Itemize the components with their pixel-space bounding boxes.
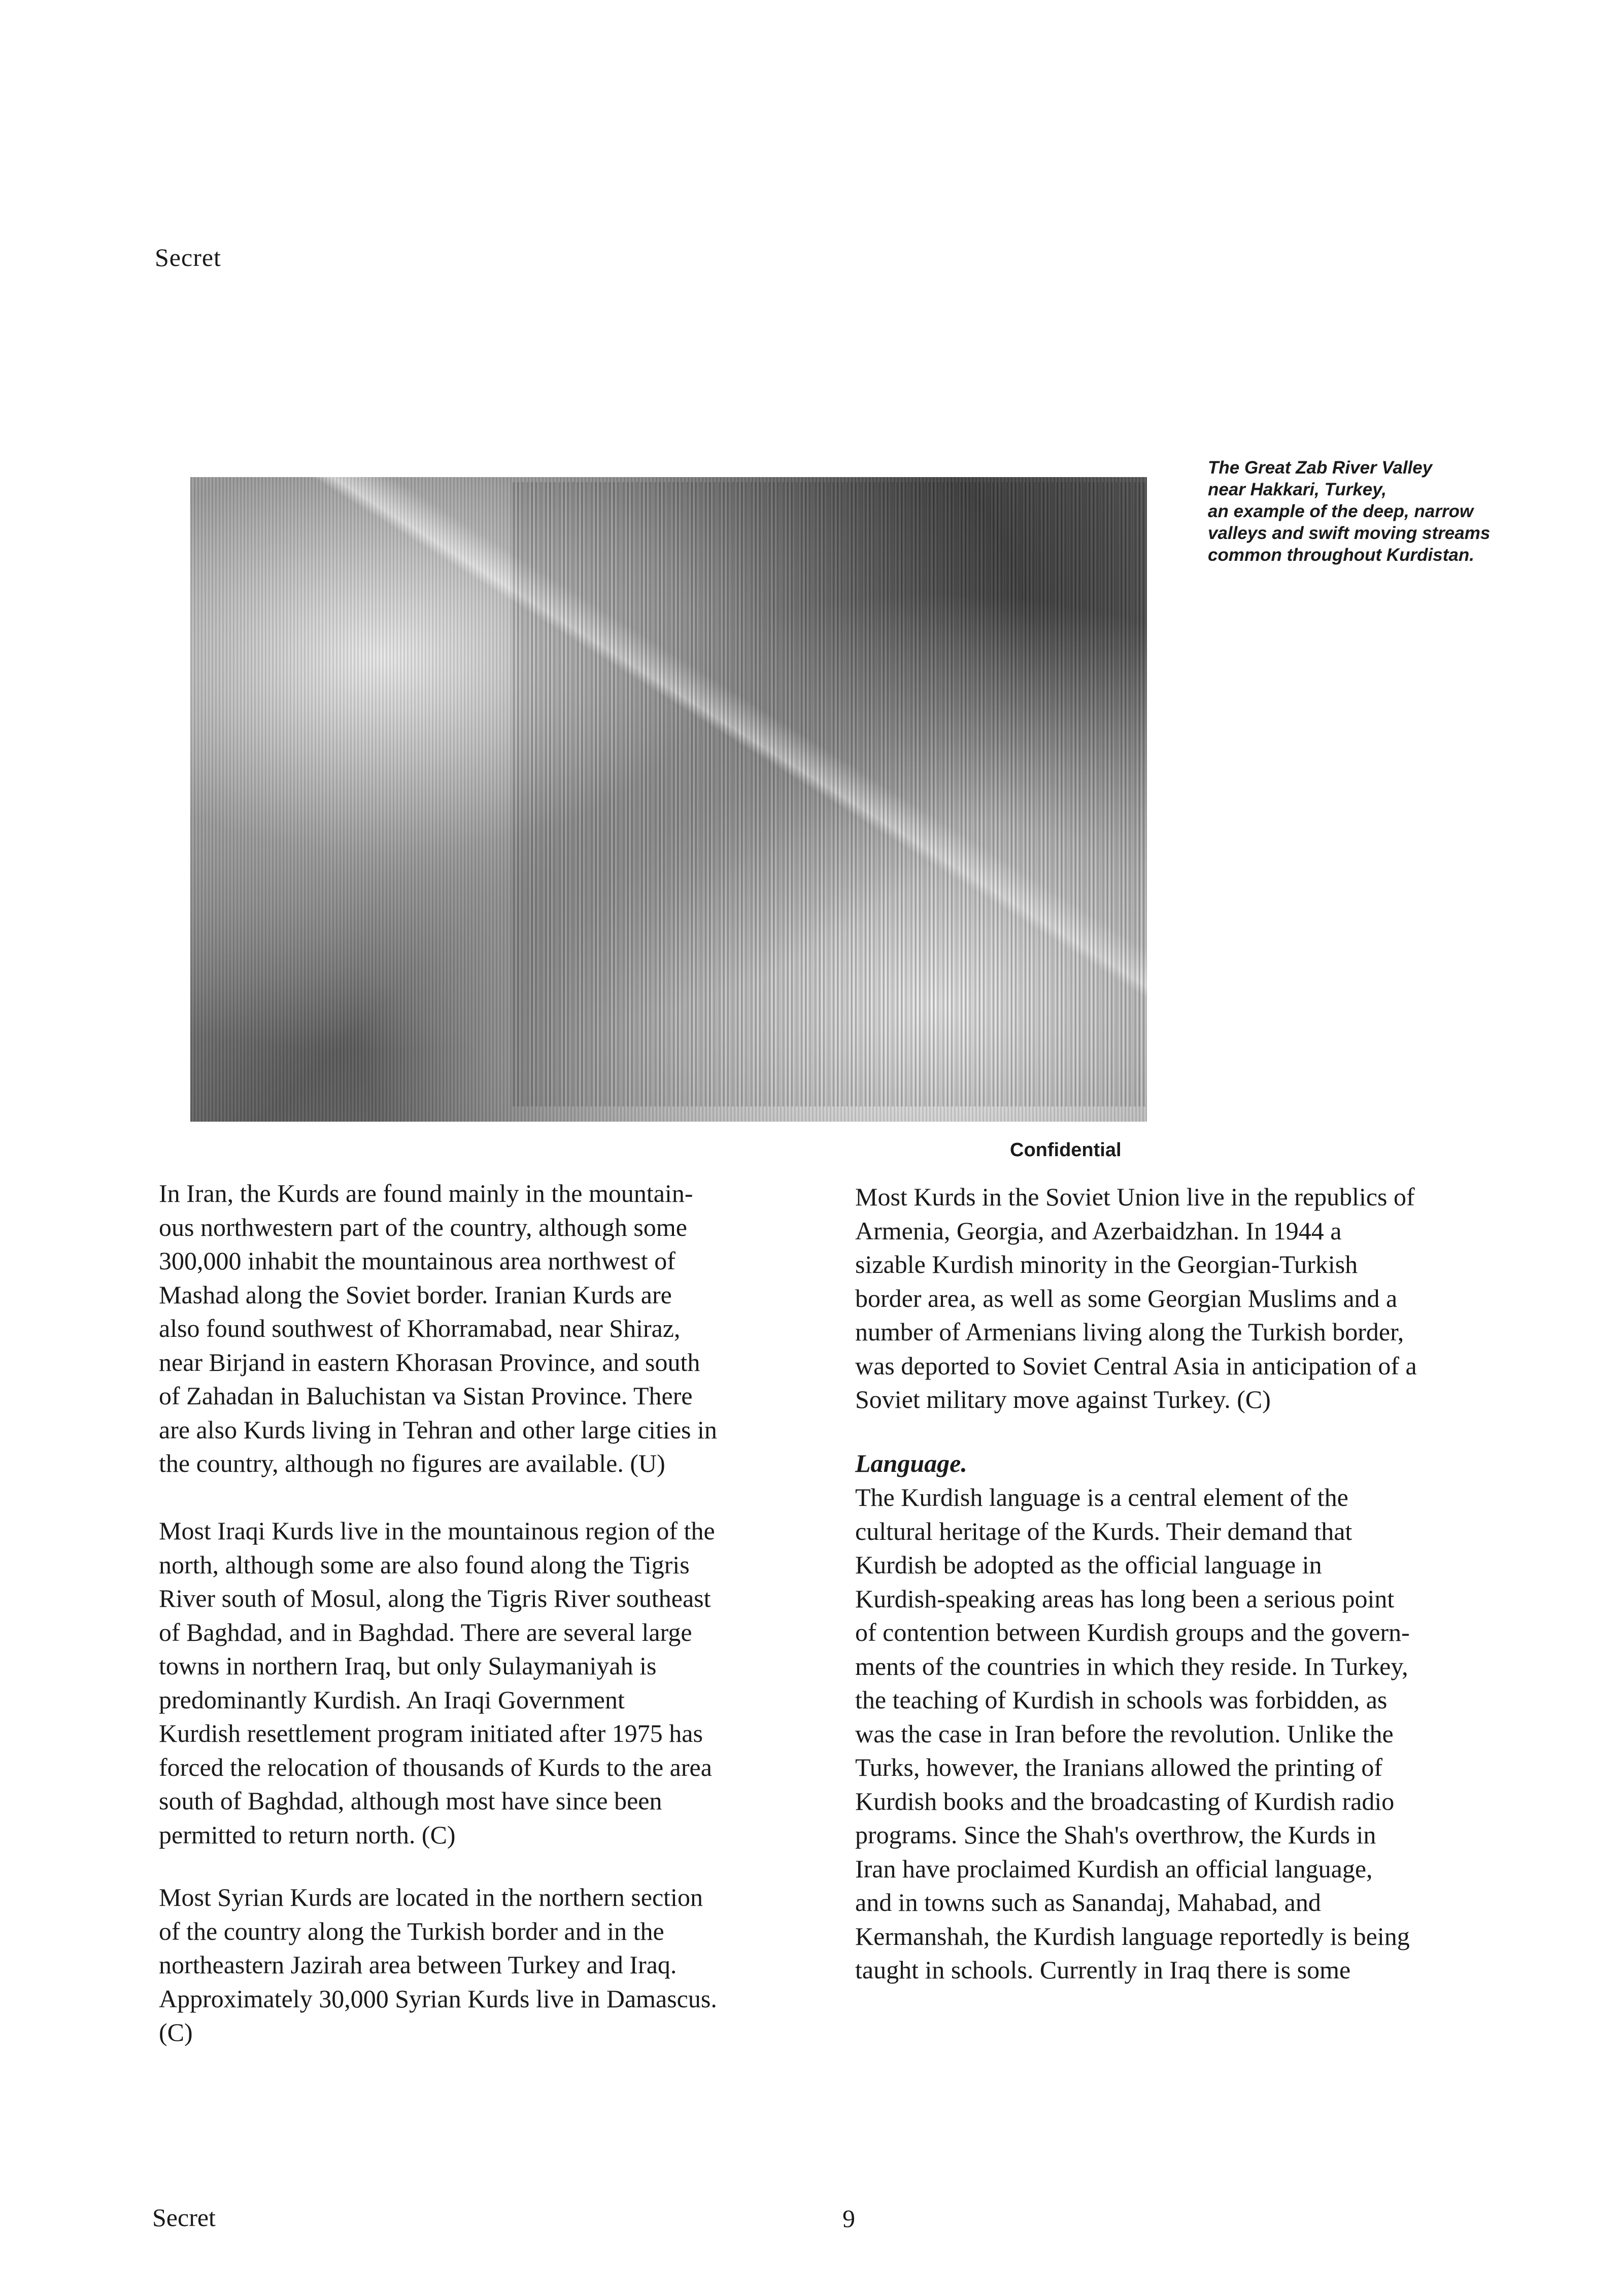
text-line: ous northwestern part of the country, although some xyxy=(159,1213,687,1241)
text-line: forced the relocation of thousands of Kurds to the area xyxy=(159,1753,712,1781)
text-line: northeastern Jazirah area between Turkey and Iraq. xyxy=(159,1950,677,1979)
text-line: of Zahadan in Baluchistan va Sistan Province. There xyxy=(159,1382,693,1410)
text-line: Most Iraqi Kurds live in the mountainous region of the xyxy=(159,1517,715,1545)
left-column-paragraph-iran xyxy=(159,1176,834,1480)
text-line: south of Baghdad, although most have since been xyxy=(159,1787,662,1815)
text-line: Soviet military move against Turkey. (C) xyxy=(855,1385,1271,1413)
text-line: Mashad along the Soviet border. Iranian Kurds are xyxy=(159,1280,672,1309)
text-line: (C) xyxy=(159,2018,193,2046)
left-column-paragraph-syria xyxy=(159,1880,834,2049)
text-line: permitted to return north. (C) xyxy=(159,1820,456,1849)
text-line: Kurdish books and the broadcasting of Kurdish radio xyxy=(855,1787,1395,1815)
text-line: Approximately 30,000 Syrian Kurds live in Damascus. xyxy=(159,1984,717,2013)
caption-line: common throughout Kurdistan. xyxy=(1208,545,1474,565)
text-line: towns in northern Iraq, but only Sulaymaniyah is xyxy=(159,1652,657,1680)
caption-line: valleys and swift moving streams xyxy=(1208,523,1491,543)
header-classification: Secret xyxy=(155,243,221,272)
text-line: near Birjand in eastern Khorasan Province, and south xyxy=(159,1348,700,1376)
caption-line: The Great Zab River Valley xyxy=(1208,458,1433,478)
page-number: 9 xyxy=(842,2204,855,2233)
right-column-paragraph-soviet xyxy=(855,1180,1545,1417)
text-line: of contention between Kurdish groups and the govern- xyxy=(855,1618,1410,1646)
text-line: of the country along the Turkish border and in the xyxy=(159,1916,664,1945)
text-line: Kurdish be adopted as the official language in xyxy=(855,1551,1322,1579)
river-valley-photo-shading xyxy=(513,482,1147,1106)
text-line: the country, although no figures are available. (U) xyxy=(159,1449,665,1477)
text-line: Most Syrian Kurds are located in the northern section xyxy=(159,1883,703,1911)
text-line: number of Armenians living along the Turkish border, xyxy=(855,1318,1404,1346)
text-line: 300,000 inhabit the mountainous area northwest of xyxy=(159,1247,675,1275)
text-line: Most Kurds in the Soviet Union live in the republics of xyxy=(855,1183,1415,1211)
text-line: Kermanshah, the Kurdish language reportedly is being xyxy=(855,1922,1410,1950)
section-heading-language: Language. xyxy=(855,1449,967,1477)
text-line: of Baghdad, and in Baghdad. There are several large xyxy=(159,1618,692,1646)
text-line: Turks, however, the Iranians allowed the printing of xyxy=(855,1753,1382,1781)
text-line: Armenia, Georgia, and Azerbaidzhan. In 1944 a xyxy=(855,1216,1342,1245)
text-line: ments of the countries in which they reside. In Turkey, xyxy=(855,1652,1408,1680)
right-column-paragraph-language xyxy=(855,1480,1545,1987)
text-line: predominantly Kurdish. An Iraqi Government xyxy=(159,1685,625,1714)
text-line: Iran have proclaimed Kurdish an official language, xyxy=(855,1854,1373,1883)
text-line: cultural heritage of the Kurds. Their demand that xyxy=(855,1517,1352,1545)
text-line: was the case in Iran before the revolution. Unlike the xyxy=(855,1719,1394,1748)
text-line: the teaching of Kurdish in schools was forbidden, as xyxy=(855,1686,1388,1714)
photo-caption xyxy=(1208,457,1563,566)
caption-line: an example of the deep, narrow xyxy=(1208,501,1474,521)
photo-classification: Confidential xyxy=(1010,1139,1122,1161)
text-line: In Iran, the Kurds are found mainly in the mountain- xyxy=(159,1179,693,1207)
text-line: Kurdish-speaking areas has long been a serious point xyxy=(855,1584,1395,1613)
text-line: taught in schools. Currently in Iraq there is some xyxy=(855,1956,1351,1984)
text-line: sizable Kurdish minority in the Georgian-Turkish xyxy=(855,1250,1358,1278)
text-line: and in towns such as Sanandaj, Mahabad, and xyxy=(855,1888,1321,1916)
text-line: Kurdish resettlement program initiated after 1975 has xyxy=(159,1719,703,1747)
text-line: The Kurdish language is a central element of the xyxy=(855,1483,1348,1511)
text-line: border area, as well as some Georgian Muslims and a xyxy=(855,1284,1398,1312)
text-line: also found southwest of Khorramabad, near Shiraz, xyxy=(159,1314,681,1342)
text-line: north, although some are also found along the Tigris xyxy=(159,1550,690,1579)
text-line: are also Kurds living in Tehran and other large cities in xyxy=(159,1415,717,1444)
text-line: was deported to Soviet Central Asia in anticipation of a xyxy=(855,1351,1417,1380)
text-line: programs. Since the Shah's overthrow, the Kurds in xyxy=(855,1821,1376,1849)
left-column-paragraph-iraq xyxy=(159,1514,834,1851)
text-line: River south of Mosul, along the Tigris River southeast xyxy=(159,1584,711,1612)
footer-classification: Secret xyxy=(152,2203,216,2232)
caption-line: near Hakkari, Turkey, xyxy=(1208,480,1387,499)
